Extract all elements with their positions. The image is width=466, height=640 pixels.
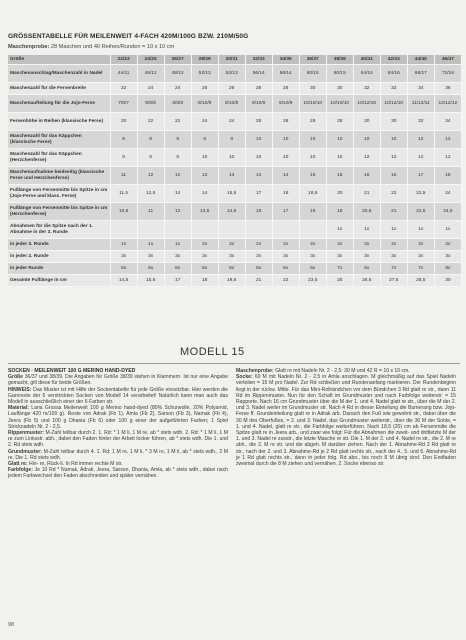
size-table <box>8 55 462 287</box>
table-cell: 17 <box>245 185 272 203</box>
table-cell: 30 <box>434 275 461 287</box>
table-cell: 10 <box>272 131 299 149</box>
table-cell: 22 <box>110 83 137 95</box>
size-header-label: Größe <box>8 55 110 65</box>
table-cell: 2x <box>434 239 461 251</box>
table-cell: 15 <box>326 167 353 185</box>
table-cell: 32 <box>407 113 434 131</box>
instructions-left-column <box>8 368 228 480</box>
table-cell: 3x <box>218 251 245 263</box>
size-table-body <box>8 65 462 287</box>
size-table-row <box>8 95 462 113</box>
pattern-heading: SOCKEN · MEILENWEIT 100 G MERINO HAND-DYED <box>8 368 136 374</box>
size-table-row <box>8 275 462 287</box>
table-cell: 12 <box>407 131 434 149</box>
table-cell: 17 <box>407 167 434 185</box>
table-cell: 12 <box>380 149 407 167</box>
size-header-cell: 36/37 <box>299 55 326 65</box>
size-table-row <box>8 65 462 83</box>
table-cell: 48/12 <box>164 65 191 83</box>
table-cell: 28,5 <box>407 275 434 287</box>
table-cell: 2x <box>245 239 272 251</box>
table-cell: 25 <box>326 275 353 287</box>
table-cell: 26 <box>191 83 218 95</box>
table-cell: 6x <box>353 263 380 275</box>
table-cell: 18,5 <box>299 185 326 203</box>
table-cell: 2x <box>380 239 407 251</box>
table-cell: 24,5 <box>434 203 461 221</box>
model-title: MODELL 15 <box>180 346 245 358</box>
color-sequence-text: Je 10 Rd * Namak, Adrak, Jeera, Sarson, Dhania, Amla, ab * stets wdh., dabei nach jedem Farbwechsel den Faden abschneiden und später vernähen. <box>8 467 228 480</box>
row-label: Maschenanschlag/Maschenzahl in Nadel <box>8 65 110 83</box>
table-cell: 18 <box>299 203 326 221</box>
size-paragraph <box>8 374 228 386</box>
table-cell <box>299 221 326 239</box>
table-cell: 12 <box>434 131 461 149</box>
table-cell: 30 <box>299 83 326 95</box>
table-cell: 6x <box>272 263 299 275</box>
table-cell <box>137 221 164 239</box>
table-cell: 15 <box>299 167 326 185</box>
table-cell: 8 <box>110 131 137 149</box>
table-cell: 2x <box>191 239 218 251</box>
table-cell: 32 <box>380 83 407 95</box>
table-cell: 16 <box>245 203 272 221</box>
size-header-cell: 32/33 <box>245 55 272 65</box>
table-cell: 2x <box>326 239 353 251</box>
table-cell: 34 <box>434 113 461 131</box>
size-table-row <box>8 113 462 131</box>
row-label: Maschenzahl für das Käppchen (Herzchenferse) <box>8 149 110 167</box>
table-cell: 52/13 <box>218 65 245 83</box>
size-table-row <box>8 149 462 167</box>
table-cell: 20 <box>326 185 353 203</box>
material-text: Lana Grossa Meilenweit 100 g Merino hand-dyed (80% Schurwolle, 20% Polyamid, Lauflänge 420 m/100 g). Reste von Adrak (Fb 1), Amla (Fb 2), Sarson (Fb 3), Namak (Fb 4), Jeera (Fb 5) und 100 g Dhania (Fb 6) oder 100 g einer der aufgeführten Farben; 1 Spiel Stricknadeln Nr. 2 - 2,5. <box>8 405 228 430</box>
table-cell: 52/13 <box>191 65 218 83</box>
gauge-label: Maschenprobe: <box>8 44 50 50</box>
row-label: Fußlänge von Fersenmitte bis Spitze in cm (Jojo-Ferse und klass. Ferse) <box>8 185 110 203</box>
table-cell: 3x <box>299 251 326 263</box>
size-header-cell: 44/45 <box>407 55 434 65</box>
model-divider <box>8 363 460 364</box>
table-cell: 8 <box>164 149 191 167</box>
size-header-cell: 22/23 <box>110 55 137 65</box>
table-cell: 72/18 <box>434 65 461 83</box>
size-header-cell: 40/41 <box>353 55 380 65</box>
table-cell: 7x <box>407 263 434 275</box>
table-cell: 30 <box>380 113 407 131</box>
table-cell <box>110 221 137 239</box>
table-cell: 1x <box>353 221 380 239</box>
table-cell: 2x <box>218 239 245 251</box>
table-cell: 7/8/7 <box>110 95 137 113</box>
size-header-cell: 24/25 <box>137 55 164 65</box>
table-cell: 12 <box>137 167 164 185</box>
gauge-paragraph-label: Maschenprobe: <box>236 368 274 374</box>
table-cell: 11,5 <box>110 185 137 203</box>
table-cell: 27,5 <box>380 275 407 287</box>
table-cell: 48/12 <box>137 65 164 83</box>
base-pattern-label: Grundmuster: <box>8 448 42 455</box>
table-cell: 2x <box>299 239 326 251</box>
table-cell: 21 <box>353 185 380 203</box>
row-label: Maschenaufnahme beidseitig (klassische Ferse und Herzchenferse) <box>8 167 110 185</box>
size-table-row <box>8 131 462 149</box>
table-cell: 3x <box>110 251 137 263</box>
table-cell: 20,5 <box>353 203 380 221</box>
table-cell: 9/10/9 <box>245 95 272 113</box>
table-cell: 8 <box>110 149 137 167</box>
table-cell: 3x <box>380 251 407 263</box>
size-header-cell: 28/29 <box>191 55 218 65</box>
table-cell: 13,5 <box>191 203 218 221</box>
table-cell: 17 <box>164 275 191 287</box>
table-cell: 20 <box>110 113 137 131</box>
table-cell <box>245 221 272 239</box>
table-cell: 26,5 <box>353 275 380 287</box>
size-header-cell: 34/35 <box>272 55 299 65</box>
table-cell: 14 <box>245 167 272 185</box>
size-table-row <box>8 167 462 185</box>
table-cell: 13 <box>191 167 218 185</box>
table-cell: 6x <box>299 263 326 275</box>
table-cell: 44/11 <box>110 65 137 83</box>
table-cell: 24 <box>218 113 245 131</box>
table-cell <box>272 221 299 239</box>
table-cell: 11 <box>110 167 137 185</box>
rib-pattern-label: Rippenmuster: <box>8 430 44 437</box>
color-sequence-paragraph <box>8 467 228 479</box>
table-cell: 7x <box>380 263 407 275</box>
size-table-row <box>8 221 462 239</box>
row-label: in jeder 3. Runde <box>8 239 110 251</box>
table-cell: 11 <box>137 203 164 221</box>
table-cell: 10 <box>191 149 218 167</box>
table-cell: 22,5 <box>407 185 434 203</box>
row-label: in jeder 2. Runde <box>8 251 110 263</box>
table-cell: 26 <box>245 113 272 131</box>
table-cell: 1x <box>164 239 191 251</box>
table-cell: 13 <box>218 167 245 185</box>
table-cell: 22 <box>164 113 191 131</box>
table-cell: 34 <box>407 83 434 95</box>
row-label: Gesamte Fußlänge in cm <box>8 275 110 287</box>
row-label: in jeder Runde <box>8 263 110 275</box>
table-cell: 21 <box>245 275 272 287</box>
size-table-heading: GRÖSSENTABELLE FÜR MEILENWEIT 4-FACH 420M/100G BZW. 210M/50G <box>8 33 249 40</box>
table-cell: 28 <box>245 83 272 95</box>
row-label: Fersenhöhe in Reihen (klassische Ferse) <box>8 113 110 131</box>
table-cell: 28 <box>272 83 299 95</box>
page-number: 98 <box>8 622 14 628</box>
size-header-cell: 38/39 <box>326 55 353 65</box>
size-header-cell: 42/43 <box>380 55 407 65</box>
table-cell: 10 <box>299 149 326 167</box>
table-cell: 56/14 <box>245 65 272 83</box>
table-cell: 8 <box>137 149 164 167</box>
row-label: Maschenaufteilung für die Jojo-Ferse <box>8 95 110 113</box>
table-cell: 7x <box>326 263 353 275</box>
table-cell: 8/8/8 <box>137 95 164 113</box>
row-label: Abnahmen für die Spitze nach der 1. Abnahme in der 3. Runde <box>8 221 110 239</box>
table-cell: 8 <box>218 131 245 149</box>
size-table-row <box>8 251 462 263</box>
note-paragraph <box>8 387 228 406</box>
size-header-cell: 26/27 <box>164 55 191 65</box>
size-text: 36/37 und 38/39. Die Angaben für Größe 38/39 stehen in Klammern. Ist nur eine Angabe gemacht, gilt diese für beide Größen. <box>8 374 229 387</box>
table-cell: 3x <box>434 251 461 263</box>
table-cell: 3x <box>191 251 218 263</box>
table-cell: 3x <box>326 251 353 263</box>
table-cell: 8/10/8 <box>191 95 218 113</box>
table-cell: 10/12/10 <box>380 95 407 113</box>
size-header-cell: 30/31 <box>218 55 245 65</box>
row-label: Maschenzahl für die Fersenbreite <box>8 83 110 95</box>
table-cell: 10 <box>353 131 380 149</box>
table-cell: 8 <box>137 131 164 149</box>
note-text: Das Muster ist mit Hilfe der Sockentabelle für jede Größe einsetzbar. Hier werden die Garnreste der 6 verstrickten Socken von Modell 14 verarbeitet! Natürlich kann man auch das Modell in ausschließlich einer der 6 Farben str. <box>8 386 228 406</box>
table-cell: 14,5 <box>218 203 245 221</box>
table-cell: 64/16 <box>380 65 407 83</box>
table-cell: 8 <box>164 131 191 149</box>
table-cell: 10 <box>245 131 272 149</box>
table-cell: 18 <box>272 185 299 203</box>
size-header-cell: 46/47 <box>434 55 461 65</box>
size-table-header-row <box>8 55 462 65</box>
table-cell: 1x <box>326 221 353 239</box>
table-cell: 68/17 <box>407 65 434 83</box>
table-cell: 15,5 <box>137 275 164 287</box>
table-cell: 24 <box>164 83 191 95</box>
table-cell: 16 <box>380 167 407 185</box>
stockinette-label: Glatt re: <box>8 461 28 468</box>
table-cell: 24 <box>137 83 164 95</box>
table-cell: 15,5 <box>218 185 245 203</box>
table-cell: 1x <box>137 239 164 251</box>
table-cell: 32 <box>353 83 380 95</box>
table-cell: 36 <box>434 83 461 95</box>
table-cell: 21 <box>380 203 407 221</box>
stockinette-text: Hin- re, Rück-li. In Rd immer rechte M str. <box>28 461 123 468</box>
gauge-line <box>8 44 174 50</box>
table-cell: 11/12/11 <box>407 95 434 113</box>
base-pattern-paragraph <box>8 449 228 461</box>
rib-pattern-paragraph <box>8 430 228 449</box>
table-cell: 30 <box>326 83 353 95</box>
table-cell: 22 <box>137 113 164 131</box>
table-cell: 3x <box>272 251 299 263</box>
table-cell: 12/12/12 <box>434 95 461 113</box>
sock-paragraph <box>236 374 456 467</box>
table-cell: 8/8/8 <box>164 95 191 113</box>
table-cell: 6x <box>137 263 164 275</box>
sock-text: 60 M mit Nadeln Nr. 2 - 2,5 in Amla anschlagen. M gleichmäßig auf das Spiel Nadeln verteilen = 15 M pro Nadel. Zur Rd schließen und Rundenanfang markieren. Der Rundenbeginn liegt in der rückw. Mitte. Für das Mini-Rollrändchen vor dem Bündchen 3 Rd glatt re str., dann 11 Rd im Rippenmuster. Nun für den Schaft im Grundmuster und nach Farbfolge weiterstr. = 15 Rapporte. Nach 16 cm Grundmuster über die M der 1. und 4. Nadel glatt re str., über die M der 2. und 3. Nadel weiter im Grundmuster str. Nach 4 Rd in dieser Einteilung die Bumerang bzw. Jojo-Ferse ff. Grundeinteilung glatt re in Adrak arb. Danach den Fuß wie gewohnt str., dabei über die 30 M des Oberfußes, = 2. und 3. Nadel, das Grundmuster weiterstr., über die 30 M der Sohle, = 1. und 4. Nadel, glatt re str., die Farbfolge weiterführen. Nach 18,5 (20) cm ab Fersenmitte die Spitze glatt re in Jeera arb., und zwar wie folgt: Für die Abnahmen die zweit- und drittletzte M der 1. und 3. Nadel re zusstr., die letzte Masche re str. Die 1. M der 2. und 4. Nadel re str., die 2. M re abh., die 3. M re str. und die abgeh. M darüber ziehen. Nach der 1. Abnahme-Rd 3 Rd glatt re str., nach der 2. und 3. Abnahme-Rd je 2 Rd glatt rechts str., nach der 4., 5. und 6. Abnahme-Rd je 1 Rd glatt rechts str., dann in jeder folg. Rd abn., bis noch 8 M übrig sind. Den Endfaden zweimal durch die 8 M ziehen und vernähen. 2. Socke ebenso str. <box>236 374 456 468</box>
material-label: Material: <box>8 405 29 412</box>
table-cell: 22,5 <box>407 203 434 221</box>
table-cell: 14 <box>164 185 191 203</box>
table-cell: 2x <box>353 239 380 251</box>
sock-label: Socke: <box>236 374 253 381</box>
table-cell: 5x <box>110 263 137 275</box>
table-cell: 6x <box>164 263 191 275</box>
table-cell: 18 <box>434 167 461 185</box>
table-cell <box>164 221 191 239</box>
table-cell: 10 <box>245 149 272 167</box>
size-table-row <box>8 239 462 251</box>
table-cell: 10 <box>326 131 353 149</box>
table-cell: 3x <box>137 251 164 263</box>
table-cell: 6x <box>218 263 245 275</box>
table-cell: 3x <box>353 251 380 263</box>
table-cell: 14 <box>191 185 218 203</box>
table-cell: 22 <box>272 275 299 287</box>
table-cell: 2x <box>272 239 299 251</box>
table-cell: 1x <box>380 221 407 239</box>
row-label: Fußlänge von Fersenmitte bis Spitze in cm (Herzchenferse) <box>8 203 110 221</box>
size-table-row <box>8 185 462 203</box>
color-sequence-label: Farbfolge: <box>8 467 33 474</box>
table-cell <box>218 221 245 239</box>
table-cell: 10 <box>380 131 407 149</box>
table-cell: 8x <box>434 263 461 275</box>
table-cell: 1x <box>407 221 434 239</box>
table-cell: 60/15 <box>299 65 326 83</box>
base-pattern-text: M-Zahl teilbar durch 4. 1. Rd: 1 M re, 1 M li, * 3 M re, 1 M li, ab * stets wdh., 2 M re. Die 1. Rd stets wdh. <box>8 448 228 461</box>
table-cell: 12 <box>353 149 380 167</box>
table-cell: 26 <box>218 83 245 95</box>
table-cell: 3x <box>164 251 191 263</box>
table-cell: 24 <box>191 113 218 131</box>
gauge-text: 28 Maschen und 40 Reihen/Runden = 10 x 10 cm <box>50 44 175 50</box>
table-cell: 26 <box>272 113 299 131</box>
table-cell: 23,5 <box>299 275 326 287</box>
table-cell: 2x <box>407 239 434 251</box>
table-cell: 18 <box>191 275 218 287</box>
table-cell: 10 <box>326 149 353 167</box>
table-cell: 16 <box>353 167 380 185</box>
table-cell: 12 <box>164 203 191 221</box>
table-cell: 30 <box>353 113 380 131</box>
table-cell: 12 <box>164 167 191 185</box>
size-table-row <box>8 263 462 275</box>
table-cell: 14,5 <box>110 275 137 287</box>
table-cell: 12 <box>407 149 434 167</box>
table-cell: 60/15 <box>326 65 353 83</box>
table-cell: 10/10/10 <box>326 95 353 113</box>
table-cell: 1x <box>434 221 461 239</box>
table-cell: 17 <box>272 203 299 221</box>
size-table-row <box>8 203 462 221</box>
size-label: Größe <box>8 374 24 381</box>
table-cell: 8 <box>191 131 218 149</box>
table-cell: 12,5 <box>137 185 164 203</box>
table-cell: 28 <box>299 113 326 131</box>
table-cell: 12 <box>434 149 461 167</box>
table-cell <box>191 221 218 239</box>
table-cell: 1x <box>110 239 137 251</box>
gauge-paragraph-text: Glatt re mit Nadeln Nr. 2 - 2,5: 30 M und 42 R = 10 x 10 cm. <box>275 368 410 374</box>
table-cell: 19 <box>326 203 353 221</box>
rib-pattern-text: M-Zahl teilbar durch 2. 1. Rd: * 1 M li, 1 M re, ab * stets wdh. 2. Rd: * 1 M li, 1 M re zum Linksstr. abh., dabei den Faden hinter der Arbeit locker führen, ab * stets wdh. Die 1. und 2. Rd stets wdh. <box>8 430 228 449</box>
note-label: HINWEIS: <box>8 386 32 393</box>
table-cell: 10/10/10 <box>299 95 326 113</box>
instructions-right-column <box>236 368 456 467</box>
table-cell: 10/12/10 <box>353 95 380 113</box>
table-cell: 10 <box>218 149 245 167</box>
table-cell: 10,5 <box>110 203 137 221</box>
table-cell: 22 <box>380 185 407 203</box>
table-cell: 3x <box>407 251 434 263</box>
table-cell: 28 <box>326 113 353 131</box>
material-paragraph <box>8 405 228 430</box>
table-cell: 9/10/9 <box>272 95 299 113</box>
table-cell: 19,5 <box>218 275 245 287</box>
table-cell: 64/16 <box>353 65 380 83</box>
table-cell: 6x <box>191 263 218 275</box>
table-cell: 10 <box>272 149 299 167</box>
table-cell: 56/14 <box>272 65 299 83</box>
table-cell: 24 <box>434 185 461 203</box>
row-label: Maschenzahl für das Käppchen (klassische Ferse) <box>8 131 110 149</box>
table-cell: 14 <box>272 167 299 185</box>
table-cell: 10 <box>299 131 326 149</box>
table-cell: 6x <box>245 263 272 275</box>
table-cell: 8/10/8 <box>218 95 245 113</box>
table-cell: 3x <box>245 251 272 263</box>
size-table-row <box>8 83 462 95</box>
